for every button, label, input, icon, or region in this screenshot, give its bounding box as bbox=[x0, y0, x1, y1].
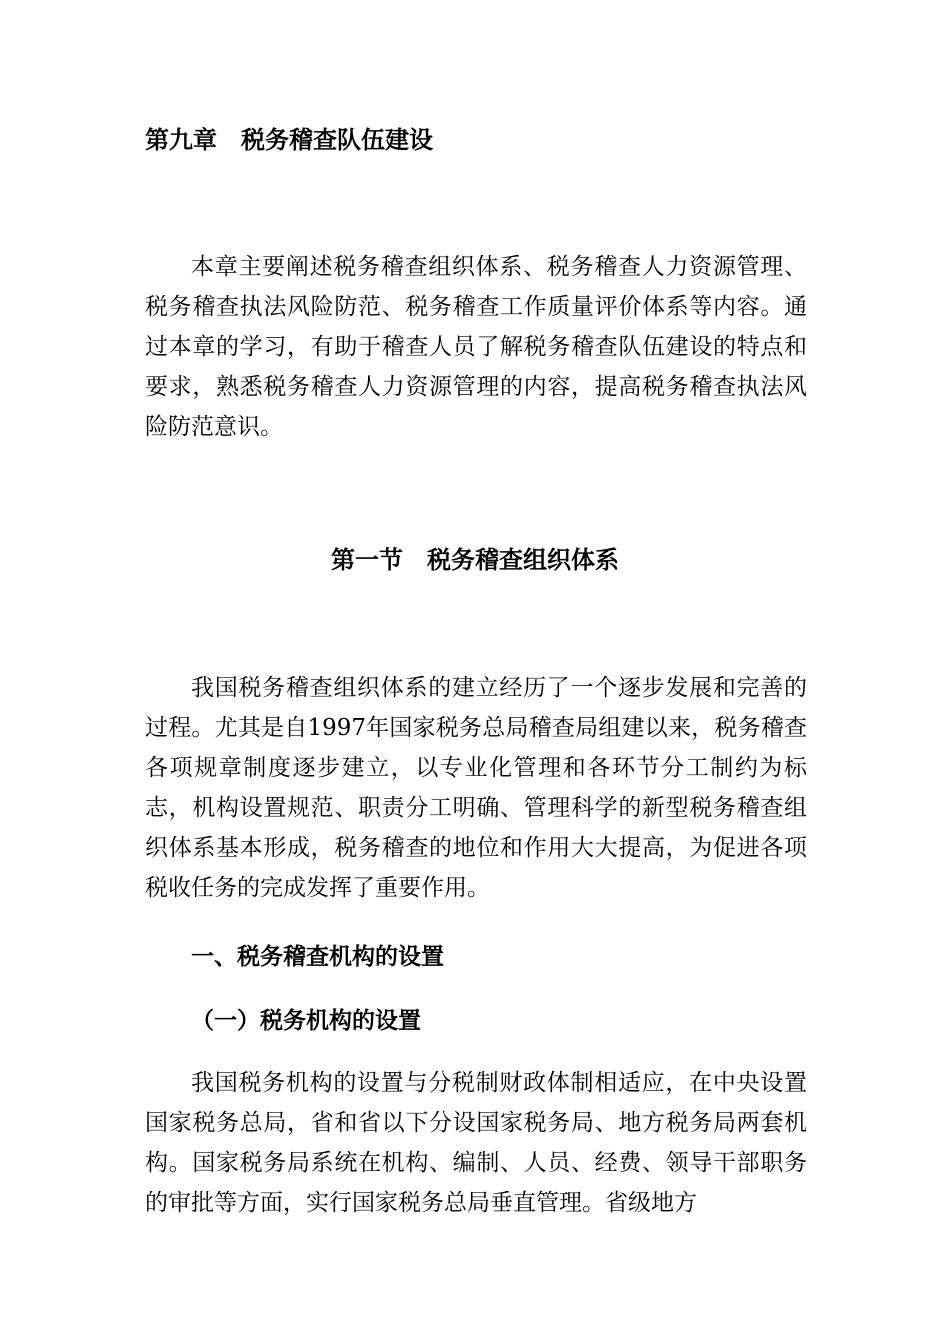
chapter-title: 第九章 税务稽查队伍建设 bbox=[145, 126, 433, 154]
chapter-intro-paragraph: 本章主要阐述税务稽查组织体系、税务稽查人力资源管理、税务稽查执法风险防范、税务稽查工作质量评价体系等内容。通过本章的学习，有助于稽查人员了解税务稽查队伍建设的特点和要求，熟悉税务稽查人力资源管理的内容，提高税务稽查执法风险防范意识。 bbox=[145, 254, 807, 440]
subsection-heading: 一、税务稽查机构的设置 bbox=[191, 944, 444, 970]
section-intro-paragraph: 我国税务稽查组织体系的建立经历了一个逐步发展和完善的过程。尤其是自1997年国家税务总局稽查局组建以来，税务稽查各项规章制度逐步建立，以专业化管理和各环节分工制约为标志，机构设置规范、职责分工明确、管理科学的新型税务稽查组织体系基本形成，税务稽查的地位和作用大大提高，为促进各项税收任务的完成发挥了重要作用。 bbox=[145, 675, 807, 901]
tax-agency-paragraph: 我国税务机构的设置与分税制财政体制相适应，在中央设置国家税务总局，省和省以下分设国家税务局、地方税务局两套机构。国家税务局系统在机构、编制、人员、经费、领导干部职务的审批等方面，实行国家税务总局垂直管理。省级地方 bbox=[145, 1070, 807, 1216]
sub-subsection-heading: （一）税务机构的设置 bbox=[191, 1007, 421, 1034]
section-title: 第一节 税务稽查组织体系 bbox=[331, 546, 619, 574]
